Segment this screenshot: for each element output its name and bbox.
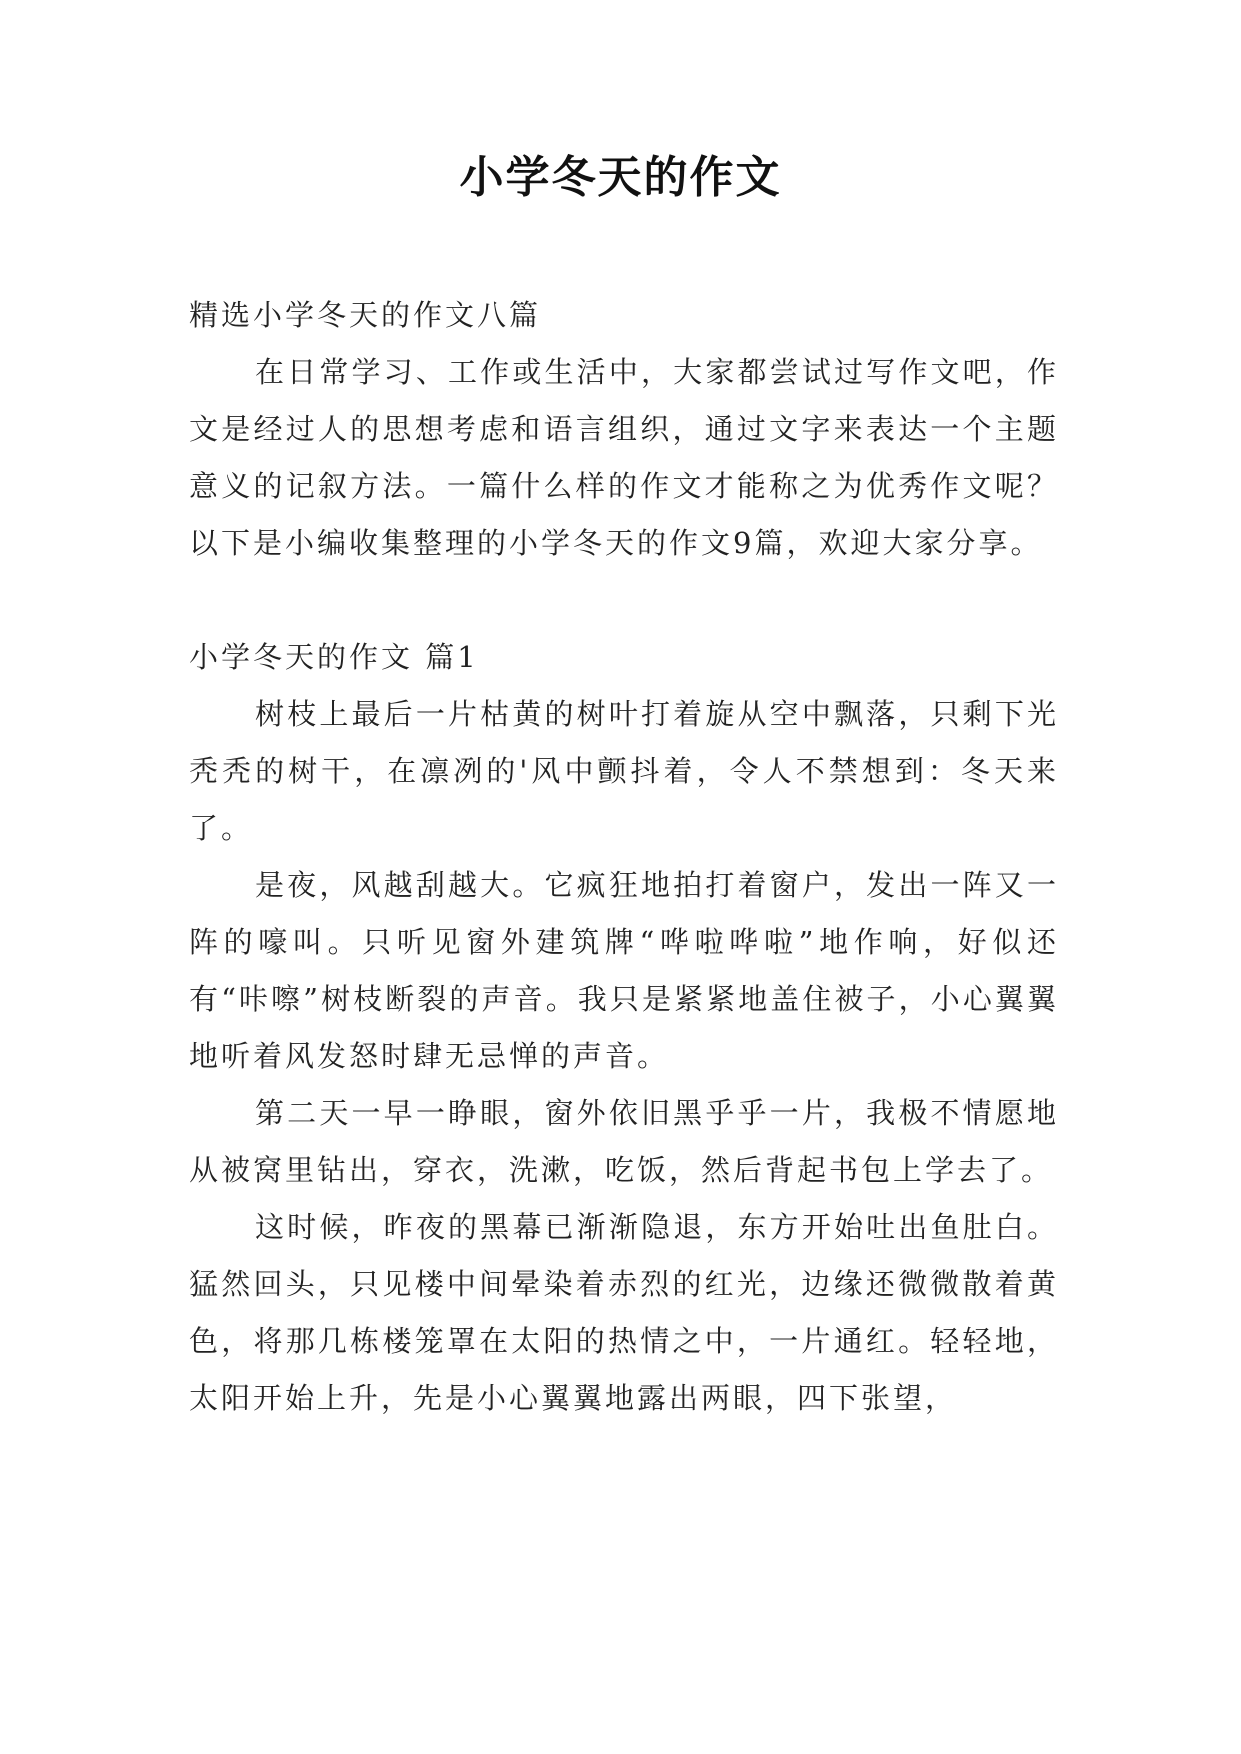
document-title: 小学冬天的作文 [459, 152, 782, 203]
body-paragraph: 树枝上最后一片枯黄的树叶打着旋从空中飘落，只剩下光秃秃的树干，在凛冽的'风中颤抖着，令人不禁想到：冬天来了。 [189, 697, 1059, 845]
section-heading: 小学冬天的作文 篇1 [189, 640, 479, 674]
subtitle: 精选小学冬天的作文八篇 [189, 298, 542, 332]
document-body [189, 287, 1059, 1427]
body-paragraph: 是夜，风越刮越大。它疯狂地拍打着窗户，发出一阵又一阵的嚎叫。只听见窗外建筑牌“哗啦哗啦”地作响，好似还有“咔嚓”树枝断裂的声音。我只是紧紧地盖住被子，小心翼翼地听着风发怒时肆无忌惮的声音。 [189, 868, 1059, 1073]
body-paragraph: 这时候，昨夜的黑幕已渐渐隐退，东方开始吐出鱼肚白。猛然回头，只见楼中间晕染着赤烈的红光，边缘还微微散着黄色，将那几栋楼笼罩在太阳的热情之中，一片通红。轻轻地，太阳开始上升，先是小心翼翼地露出两眼，四下张望， [189, 1210, 1059, 1415]
body-paragraph: 第二天一早一睁眼，窗外依旧黑乎乎一片，我极不情愿地从被窝里钻出，穿衣，洗漱，吃饭，然后背起书包上学去了。 [189, 1096, 1059, 1187]
intro-paragraph: 在日常学习、工作或生活中，大家都尝试过写作文吧，作文是经过人的思想考虑和语言组织，通过文字来表达一个主题意义的记叙方法。一篇什么样的作文才能称之为优秀作文呢？以下是小编收集整理的小学冬天的作文9篇，欢迎大家分享。 [189, 355, 1059, 560]
section-spacer [189, 572, 1059, 629]
